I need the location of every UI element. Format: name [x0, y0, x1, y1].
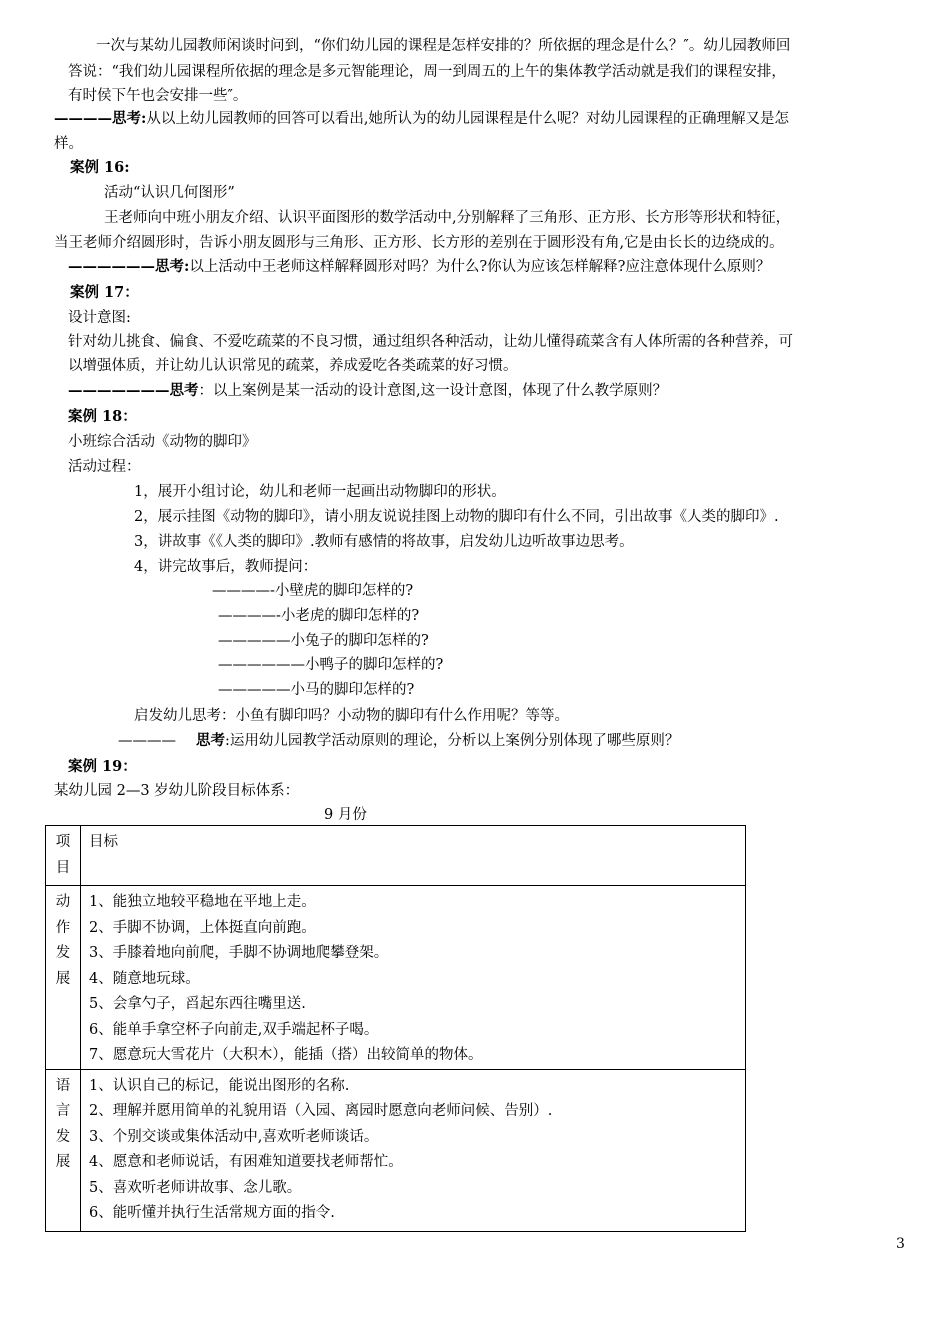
case18-prompt: 启发幼儿思考：小鱼有脚印吗？小动物的脚印有什么作用呢？等等。 [134, 708, 569, 724]
think-text: :运用幼儿园教学活动原则的理论，分析以上案例分别体现了哪些原则？ [225, 733, 680, 749]
header-goal-label: 目标 [89, 834, 118, 850]
row-category-cell [46, 1069, 81, 1231]
think-label: 思考 [196, 732, 225, 749]
case18-question: ——————小鸭子的脚印怎样的? [218, 657, 444, 673]
case19-intro: 某幼儿园 2—3 岁幼儿阶段目标体系： [54, 783, 300, 799]
case18-step: 1，展开小组讨论，幼儿和老师一起画出动物脚印的形状。 [134, 484, 506, 500]
goal-item: 6、能听懂并执行生活常规方面的指令. [89, 1205, 335, 1221]
case16-line-1: 王老师向中班小朋友介绍、认识平面图形的数学活动中,分别解释了三角形、正方形、长方形等形状和特征， [104, 210, 791, 226]
case17-line-1: 针对幼儿挑食、偏食、不爱吃疏菜的不良习惯，通过组织各种活动，让幼儿懂得疏菜含有人体所需的各种营养，可 [68, 334, 793, 350]
case18-question: ————-小老虎的脚印怎样的? [218, 608, 420, 624]
case17-line-2: 以增强体质，并让幼儿认识常见的疏菜，养成爱吃各类疏菜的好习惯。 [68, 358, 518, 374]
intro-think-cont: 样。 [54, 136, 83, 152]
intro-think [54, 109, 789, 129]
case18-process: 活动过程： [68, 459, 141, 475]
case18-title: 案例 18： [68, 408, 137, 425]
intro-line-1: 一次与某幼儿园教师闲谈时问到，“你们幼儿园的课程是怎样安排的？所依据的理念是什么？″。幼儿园教师回 [96, 38, 791, 54]
row-goals-cell [81, 1069, 746, 1231]
category-char: 发 [55, 1128, 71, 1145]
case18-question: ————-小壁虎的脚印怎样的? [212, 583, 414, 599]
case18-step: 2，展示挂图《动物的脚印》，请小朋友说说挂图上动物的脚印有什么不同，引出故事《人类的脚印》. [134, 509, 779, 525]
case19-month: 9 月份 [324, 807, 367, 823]
goal-item: 5、喜欢听老师讲故事、念儿歌。 [89, 1179, 302, 1196]
think-text: ：以上案例是某一活动的设计意图,这一设计意图，体现了什么教学原则？ [198, 383, 668, 399]
category-char: 语 [55, 1077, 71, 1094]
row-goals-cell [81, 886, 746, 1070]
case18-activity: 小班综合活动《动物的脚印》 [68, 434, 257, 450]
case18-question: —————小兔子的脚印怎样的? [218, 633, 429, 649]
case17-title: 案例 17： [70, 284, 139, 301]
case18-question: —————小马的脚印怎样的? [218, 682, 415, 698]
category-char: 发 [55, 945, 71, 961]
goals-table [45, 825, 746, 1232]
row-category-cell [46, 886, 81, 1070]
case16-activity: 活动“认识几何图形” [104, 185, 235, 201]
case17-label: 设计意图: [68, 310, 131, 326]
case18-step: 3，讲故事《《人类的脚印》.教师有感情的将故事，启发幼儿边听故事边思考。 [134, 534, 634, 550]
goal-item: 1、认识自己的标记，能说出图形的名称. [89, 1077, 350, 1094]
goal-item: 2、理解并愿用简单的礼貌用语（入园、离园时愿意向老师问候、告别）. [89, 1103, 553, 1119]
header-category-cell [46, 826, 81, 886]
table-row [46, 886, 746, 1070]
table-row [46, 1069, 746, 1231]
think-dash: ———— [118, 733, 176, 749]
goal-item: 3、手膝着地向前爬，手脚不协调地爬攀登架。 [89, 945, 389, 961]
think-label: ——————思考: [68, 258, 190, 275]
case18-think [118, 731, 679, 751]
intro-line-3: 有时侯下午也会安排一些″。 [68, 88, 248, 104]
goal-item: 7、愿意玩大雪花片（大积木），能插（搭）出较简单的物体。 [89, 1047, 483, 1063]
think-label: ————思考: [54, 110, 147, 127]
intro-line-2: 答说：“我们幼儿园课程所依据的理念是多元智能理论，周一到周五的上午的集体教学活动就是我们的课程安排， [68, 64, 786, 80]
category-char: 言 [55, 1103, 71, 1119]
goal-item: 1、能独立地较平稳地在平地上走。 [89, 894, 316, 910]
goal-item: 6、能单手拿空杯子向前走,双手端起杯子喝。 [89, 1021, 379, 1038]
category-char: 展 [55, 970, 71, 987]
page-number: 3 [896, 1236, 905, 1252]
goal-item: 5、会拿勺子，舀起东西往嘴里送. [89, 996, 306, 1012]
category-char: 动 [55, 894, 71, 910]
case18-step: 4，讲完故事后，教师提问： [134, 559, 318, 575]
think-label: ———————思考 [68, 382, 199, 399]
case16-title: 案例 16: [70, 159, 130, 176]
case17-think [68, 381, 667, 401]
think-text: 以上活动中王老师这样解释圆形对吗？为什么?你认为应该怎样解释?应注意体现什么原则？ [189, 259, 771, 275]
category-char: 展 [55, 1154, 71, 1170]
case19-title: 案例 19： [68, 758, 137, 775]
case16-line-2: 当王老师介绍圆形时，告诉小朋友圆形与三角形、正方形、长方形的差别在于圆形没有角,它是由长长的边绕成的。 [54, 235, 784, 251]
header-goal-cell [81, 826, 746, 886]
case16-think [68, 257, 770, 277]
table-header-row [46, 826, 746, 886]
goal-item: 2、手脚不协调，上体挺直向前跑。 [89, 919, 316, 936]
goal-item: 3、个别交谈或集体活动中,喜欢听老师谈话。 [89, 1128, 379, 1145]
goal-item: 4、随意地玩球。 [89, 970, 200, 987]
think-text: 从以上幼儿园教师的回答可以看出,她所认为的幼儿园课程是什么呢？对幼儿园课程的正确理解又是怎 [146, 111, 789, 127]
header-category-char: 目 [55, 859, 71, 876]
header-category-char: 项 [55, 834, 71, 850]
category-char: 作 [55, 919, 71, 936]
goal-item: 4、愿意和老师说话，有困难知道要找老师帮忙。 [89, 1154, 403, 1170]
